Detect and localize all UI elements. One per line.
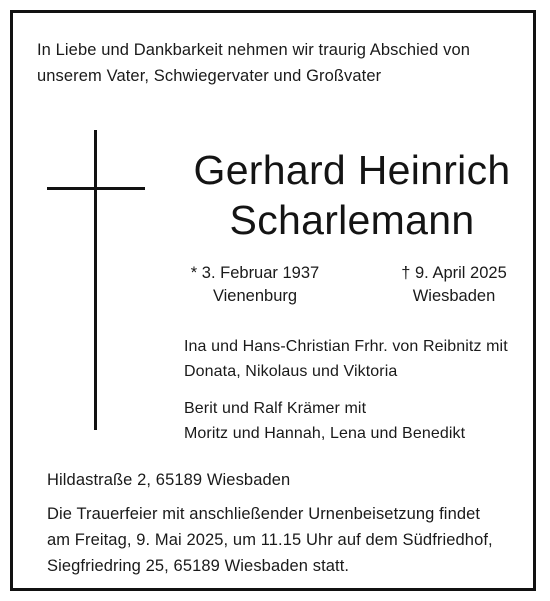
obituary-frame bbox=[10, 10, 536, 591]
cross-horizontal-bar bbox=[47, 187, 145, 190]
deceased-name-line-1: Gerhard Heinrich bbox=[193, 147, 511, 193]
cross-vertical-bar bbox=[94, 130, 97, 430]
birth-date: * 3. Februar 1937 bbox=[190, 264, 320, 282]
funeral-line-2: am Freitag, 9. Mai 2025, um 11.15 Uhr auf dem Südfriedhof, bbox=[47, 531, 493, 549]
birth-place: Vienenburg bbox=[212, 287, 298, 305]
intro-line-1: In Liebe und Dankbarkeit nehmen wir traurig Abschied von bbox=[37, 41, 471, 59]
funeral-line-1: Die Trauerfeier mit anschließender Urnenbeisetzung findet bbox=[47, 505, 481, 523]
family-line-3: Berit und Ralf Krämer mit bbox=[184, 400, 367, 417]
mourning-address: Hildastraße 2, 65189 Wiesbaden bbox=[47, 471, 291, 489]
death-date: † 9. April 2025 bbox=[401, 264, 507, 282]
family-line-2: Donata, Nikolaus und Viktoria bbox=[184, 363, 398, 380]
deceased-name-line-2: Scharlemann bbox=[229, 197, 475, 243]
funeral-line-3: Siegfriedring 25, 65189 Wiesbaden statt. bbox=[47, 557, 350, 575]
family-line-1: Ina und Hans-Christian Frhr. von Reibnitz mit bbox=[184, 338, 508, 355]
death-place: Wiesbaden bbox=[412, 287, 496, 305]
intro-line-2: unserem Vater, Schwiegervater und Großvater bbox=[37, 67, 382, 85]
family-line-4: Moritz und Hannah, Lena und Benedikt bbox=[184, 425, 466, 442]
